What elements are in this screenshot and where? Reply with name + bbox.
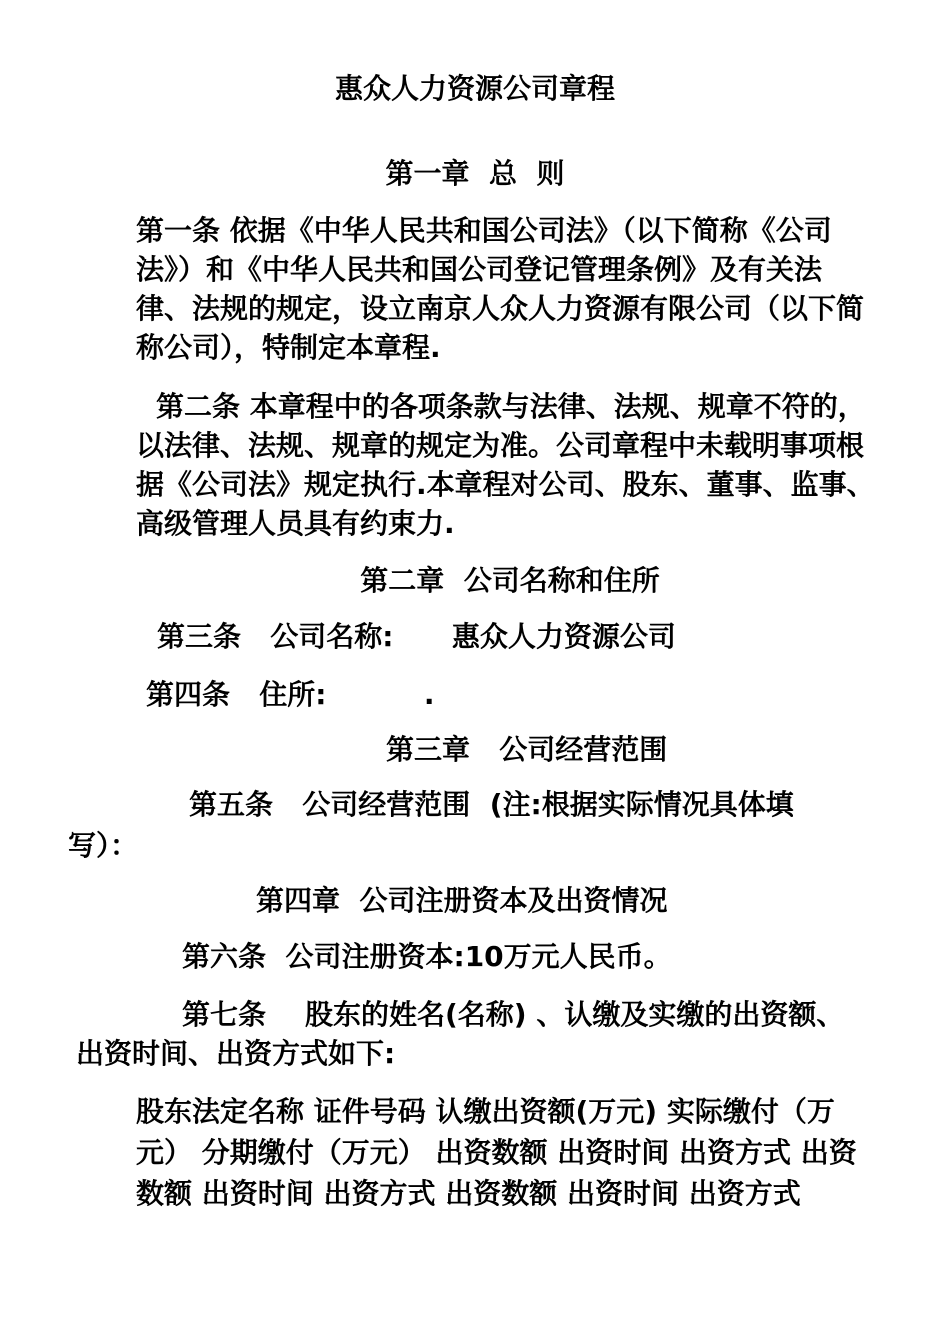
chapter4-heading: 第四章 公司注册资本及出资情况 xyxy=(256,884,668,917)
chapter1-heading: 第一章 总 则 xyxy=(385,157,565,190)
chapter2-heading: 第二章 公司名称和住所 xyxy=(360,564,660,597)
article5-line1: 第五条 公司经营范围 (注:根据实际情况具体填 xyxy=(189,788,794,821)
article6-line: 第六条 公司注册资本:10万元人民币。 xyxy=(182,940,672,973)
article4-line: 第四条 住所: . xyxy=(146,678,435,711)
article1-paragraph: 第一条 依据《中华人民共和国公司法》（以下简称《公司法》）和《中华人民共和国公司登记管理条例》及有关法律、法规的规定，设立南京人众人力资源有限公司（以下简称公司），特制定本章程. xyxy=(136,214,865,364)
article7-line1: 第七条 股东的姓名(名称) 、认缴及实缴的出资额、 xyxy=(182,998,845,1031)
article7-line2: 出资时间、出资方式如下: xyxy=(76,1037,396,1070)
contribution-table-header: 股东法定名称 证件号码 认缴出资额(万元) 实际缴付（万元） 分期缴付（万元） 出资数额 出资时间 出资方式 出资数额 出资时间 出资方式 出资数额 出资时间 出资方式 xyxy=(136,1095,857,1210)
chapter3-heading: 第三章 公司经营范围 xyxy=(386,733,668,766)
article2-paragraph: 第二条 本章程中的各项条款与法律、法规、规章不符的，以法律、法规、规章的规定为准。公司章程中未载明事项根据《公司法》规定执行.本章程对公司、股东、董事、监事、高级管理人员具有约束力. xyxy=(136,390,875,540)
document-title: 惠众人力资源公司章程 xyxy=(334,72,615,105)
article5-line2: 写）： xyxy=(68,829,139,862)
article3-line: 第三条 公司名称: 惠众人力资源公司 xyxy=(157,620,676,653)
